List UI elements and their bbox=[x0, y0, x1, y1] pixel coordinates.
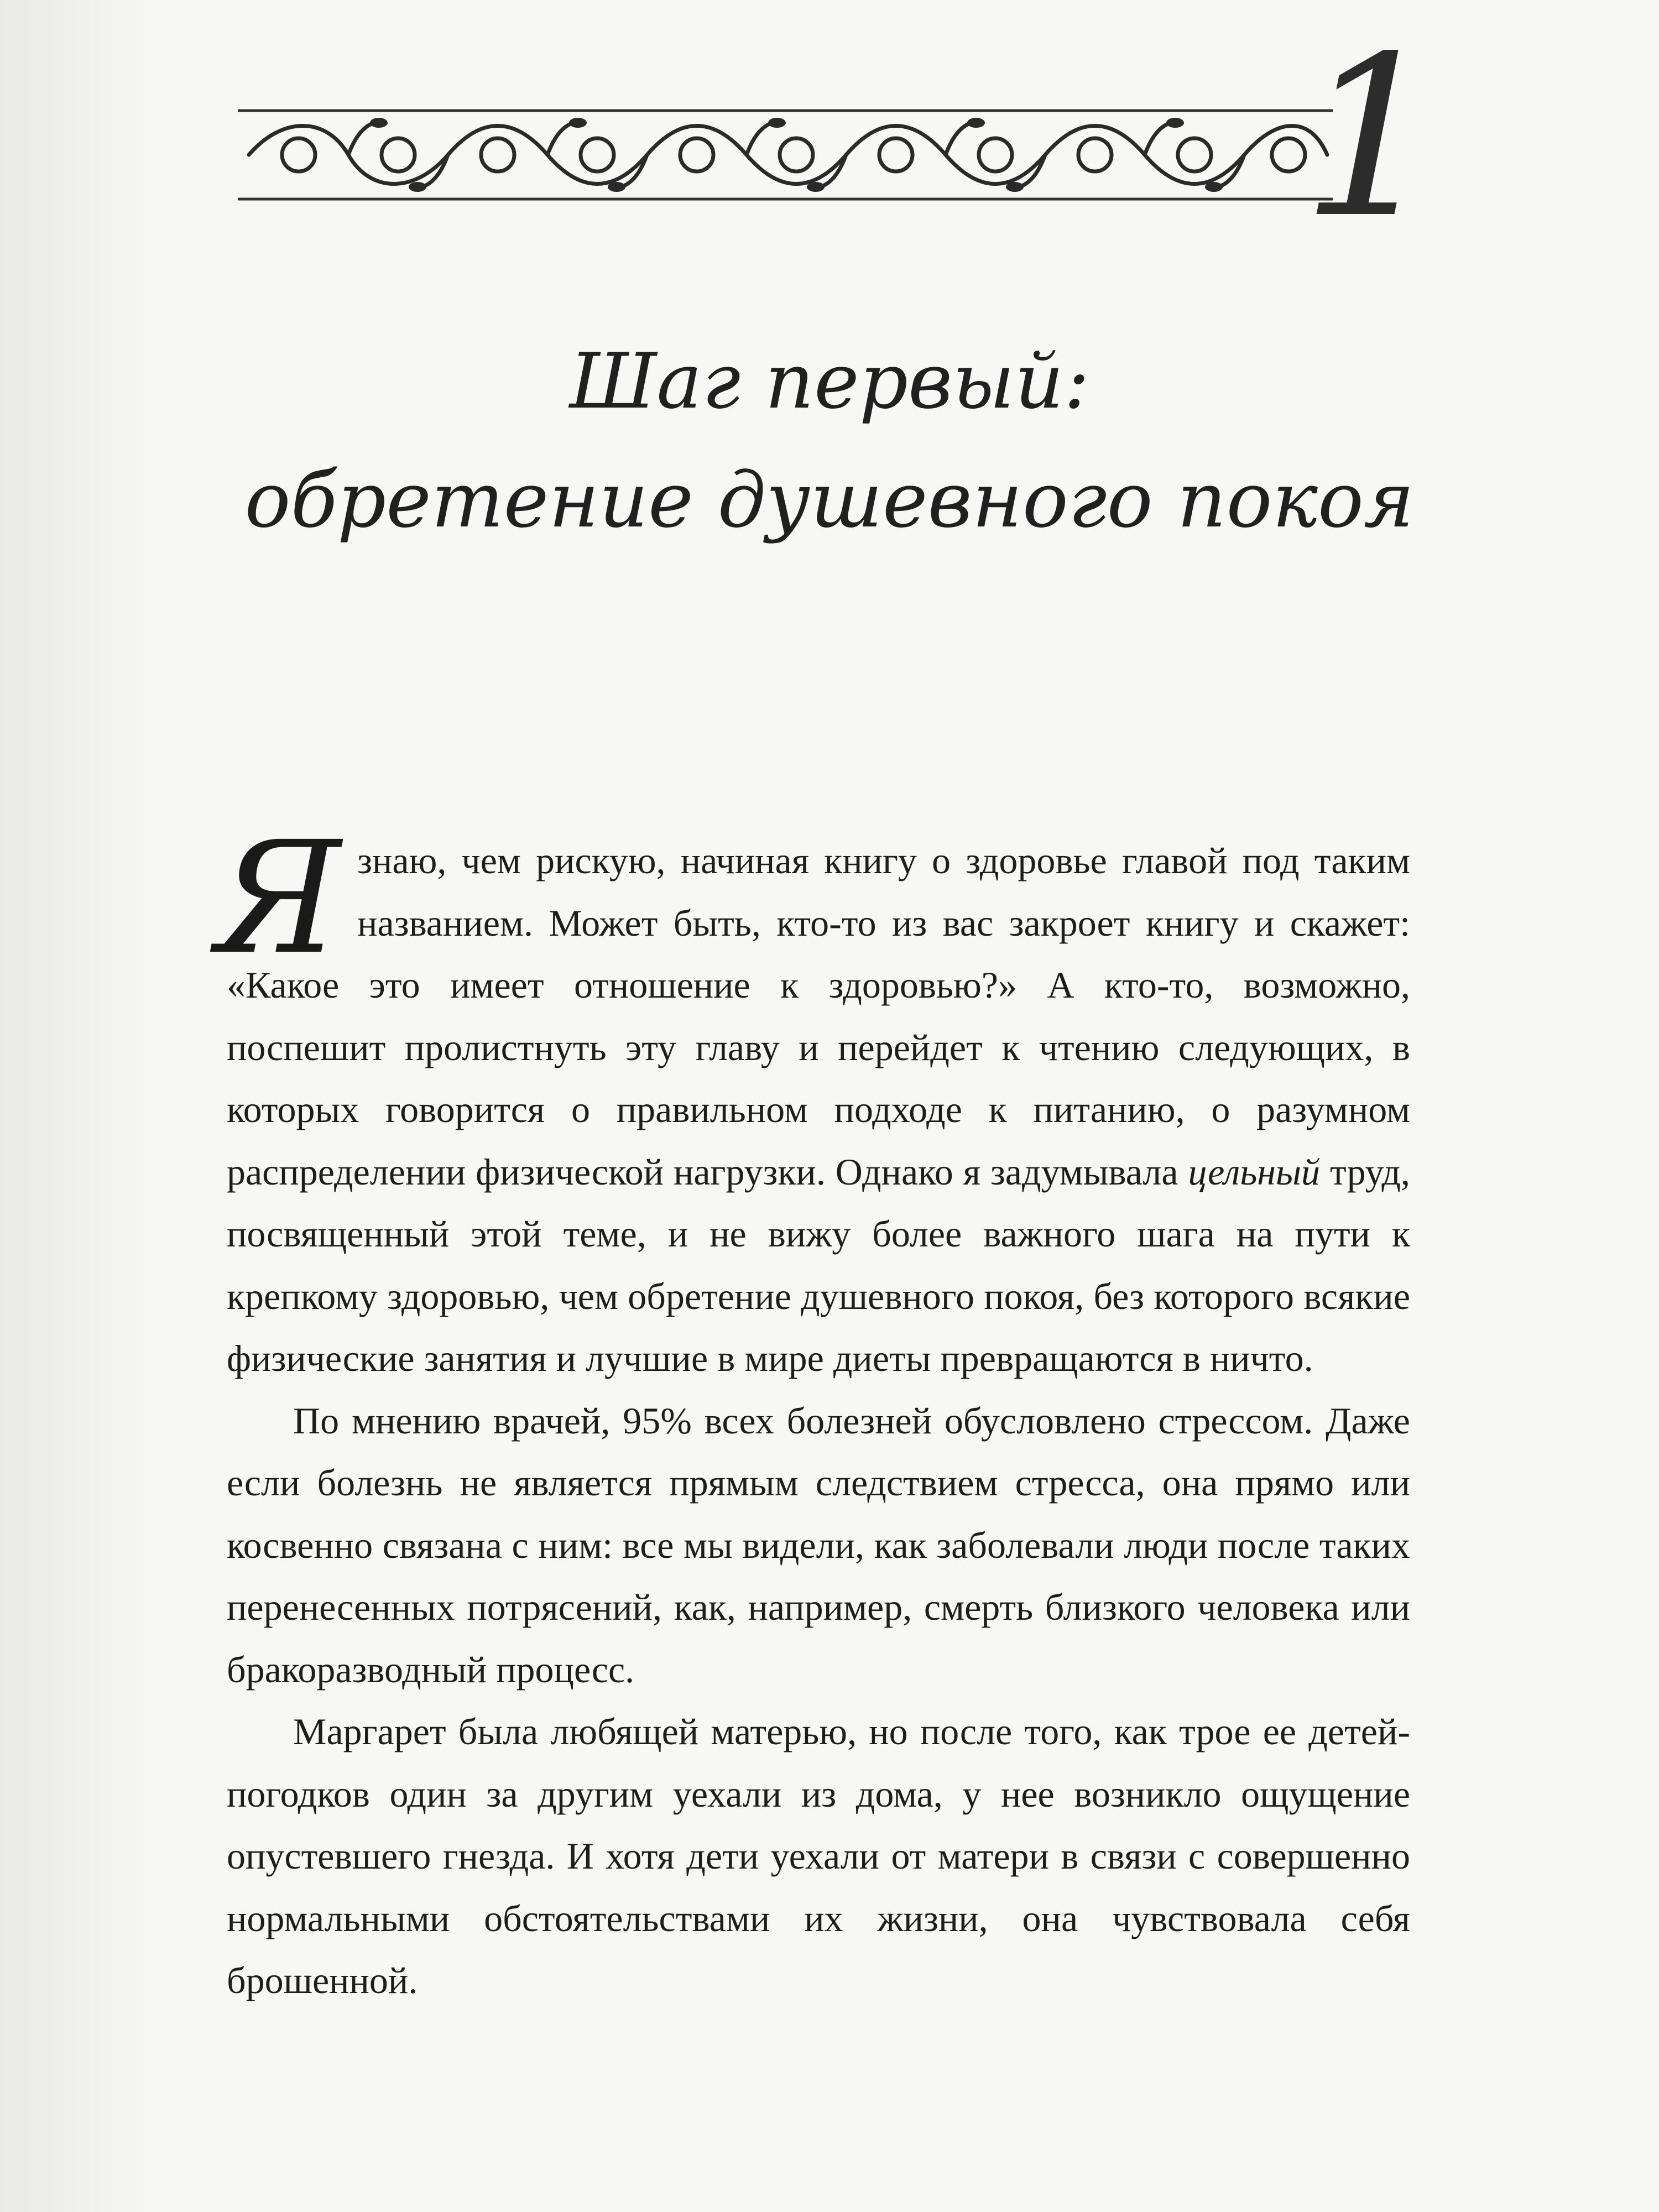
emphasis-word: цельный bbox=[1188, 1150, 1321, 1193]
paragraph-1 bbox=[216, 808, 1410, 1390]
chapter-number: 1 bbox=[1301, 9, 1442, 267]
drop-cap: Я bbox=[216, 808, 341, 989]
paragraph-2: По мнению врачей, 95% всех болезней обусловлено стрессом. Даже если болезнь не является прямым следствием стресса, она прямо или косвенно связана с ним: все мы видели, как заболевали люди после таких перенесенных потрясений, как, например, смерть близкого человека или бракоразводный процесс. bbox=[227, 1399, 1410, 1691]
ornament-scroll-icon bbox=[238, 100, 1333, 210]
chapter-title-line-2: обретение душевного покоя bbox=[244, 456, 1415, 545]
chapter-title-line-1: Шаг первый: bbox=[569, 337, 1090, 426]
decorative-ornament-band bbox=[238, 100, 1333, 210]
body-text bbox=[216, 808, 1410, 2012]
paragraph-3: Маргарет была любящей матерью, но после того, как трое ее детей-погодков один за другим уехали из дома, у нее возникло ощущение опустевшего гнезда. И хотя дети уехали от матери в связи с совершенно нормальными обстоятельствами их жизни, она чувствовала себя брошенной. bbox=[227, 1710, 1410, 2001]
paragraph-1-text-a: знаю, чем рискую, начиная книгу о здоровье главой под таким названием. Может быть, кто-то из вас закроет книгу и скажет: «Какое это имеет отношение к здоровью?» А кто-то, возможно, поспешит пролистнуть эту главу и перейдет к чтению следующих, в которых говорится о правильном подходе к питанию, о разумном распределении физической нагрузки. Однако я задумывала bbox=[227, 839, 1410, 1193]
page-gutter-shadow bbox=[0, 0, 166, 2212]
paragraph-1-text-b: труд, посвященный этой теме, и не вижу более важного шага на пути к крепкому здоровью, чем обретение душевного покоя, без которого всякие физические занятия и лучшие в мире диеты превращаются в ничто. bbox=[227, 1150, 1410, 1379]
